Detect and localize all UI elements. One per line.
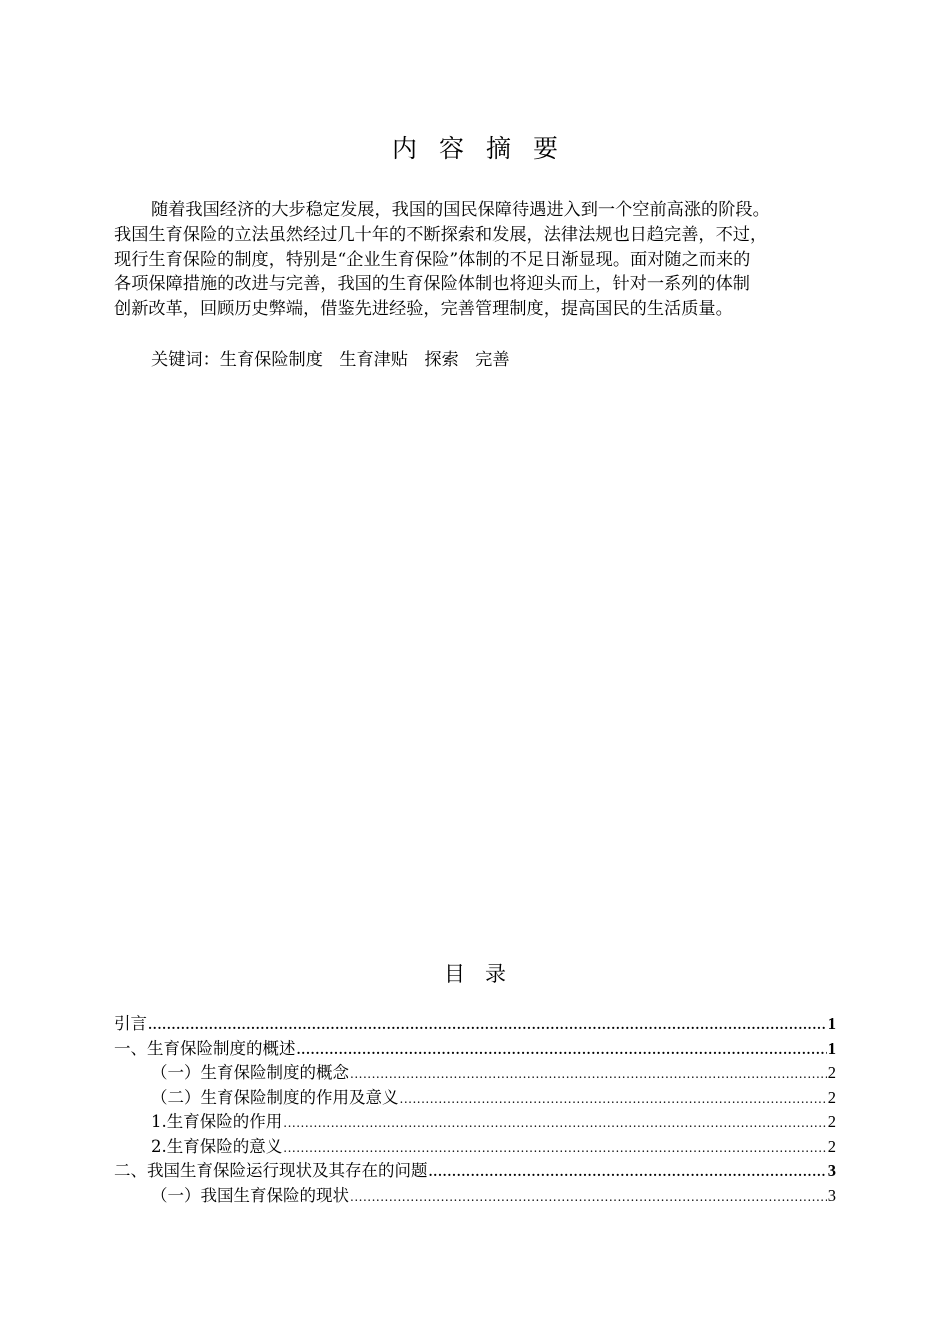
- toc-page-number: 3: [827, 1185, 836, 1205]
- toc-dot-leader: [350, 1062, 827, 1087]
- toc-page-number: 1: [827, 1014, 836, 1033]
- toc-entry[interactable]: [114, 1061, 836, 1086]
- toc-entry-label: 1.生育保险的作用: [151, 1112, 283, 1131]
- toc-entry[interactable]: [114, 1086, 836, 1111]
- toc-entry-label: 二、我国生育保险运行现状及其存在的问题: [114, 1161, 428, 1180]
- toc-page-number: 2: [827, 1087, 836, 1107]
- toc-dot-leader: [400, 1087, 827, 1112]
- toc-dot-leader: [148, 1013, 827, 1038]
- abstract-title: 内容摘要: [391, 134, 580, 163]
- toc-entry-label: 一、生育保险制度的概述: [114, 1038, 296, 1058]
- abstract-line: 随着我国经济的大步稳定发展，我国的国民保障待遇进入到一个空前高涨的阶段。: [151, 200, 770, 220]
- toc-entry[interactable]: [114, 1184, 836, 1209]
- toc-entry[interactable]: [114, 1110, 836, 1135]
- toc-dot-leader: [429, 1160, 827, 1185]
- toc-page-number: 2: [827, 1136, 836, 1156]
- toc-title: 目录: [444, 962, 526, 986]
- abstract-line: 创新改革，回顾历史弊端，借鉴先进经验，完善管理制度，提高国民的生活质量。: [114, 299, 733, 320]
- toc-entry-label: （二）生育保险制度的作用及意义: [151, 1087, 399, 1107]
- toc-entry-label: 引言: [114, 1014, 147, 1033]
- abstract-paragraph: [114, 198, 836, 322]
- table-of-contents: [114, 1012, 836, 1208]
- toc-entry-label: 2.生育保险的意义: [151, 1136, 283, 1156]
- toc-dot-leader: [283, 1111, 827, 1136]
- abstract-line: 现行生育保险的制度，特别是“企业生育保险”体制的不足日渐显现。面对随之而来的: [114, 249, 751, 270]
- toc-page-number: 1: [827, 1038, 836, 1058]
- toc-dot-leader: [283, 1136, 827, 1161]
- keywords: 关键词：生育保险制度 生育津贴 探索 完善: [151, 350, 510, 370]
- toc-dot-leader: [350, 1185, 827, 1210]
- toc-entry-label: （一）生育保险制度的概念: [151, 1063, 349, 1082]
- abstract-line: 各项保障措施的改进与完善，我国的生育保险体制也将迎头而上，针对一系列的体制: [114, 274, 750, 295]
- toc-entry[interactable]: [114, 1159, 836, 1184]
- toc-dot-leader: [297, 1038, 827, 1063]
- abstract-line: 我国生育保险的立法虽然经过几十年的不断探索和发展，法律法规也日趋完善，不过，: [114, 224, 768, 245]
- toc-entry-label: （一）我国生育保险的现状: [151, 1185, 349, 1205]
- toc-entry[interactable]: [114, 1135, 836, 1160]
- toc-entry[interactable]: [114, 1037, 836, 1062]
- toc-page-number: 2: [827, 1112, 836, 1131]
- toc-page-number: 3: [827, 1161, 836, 1180]
- toc-page-number: 2: [827, 1063, 836, 1082]
- toc-entry[interactable]: [114, 1012, 836, 1037]
